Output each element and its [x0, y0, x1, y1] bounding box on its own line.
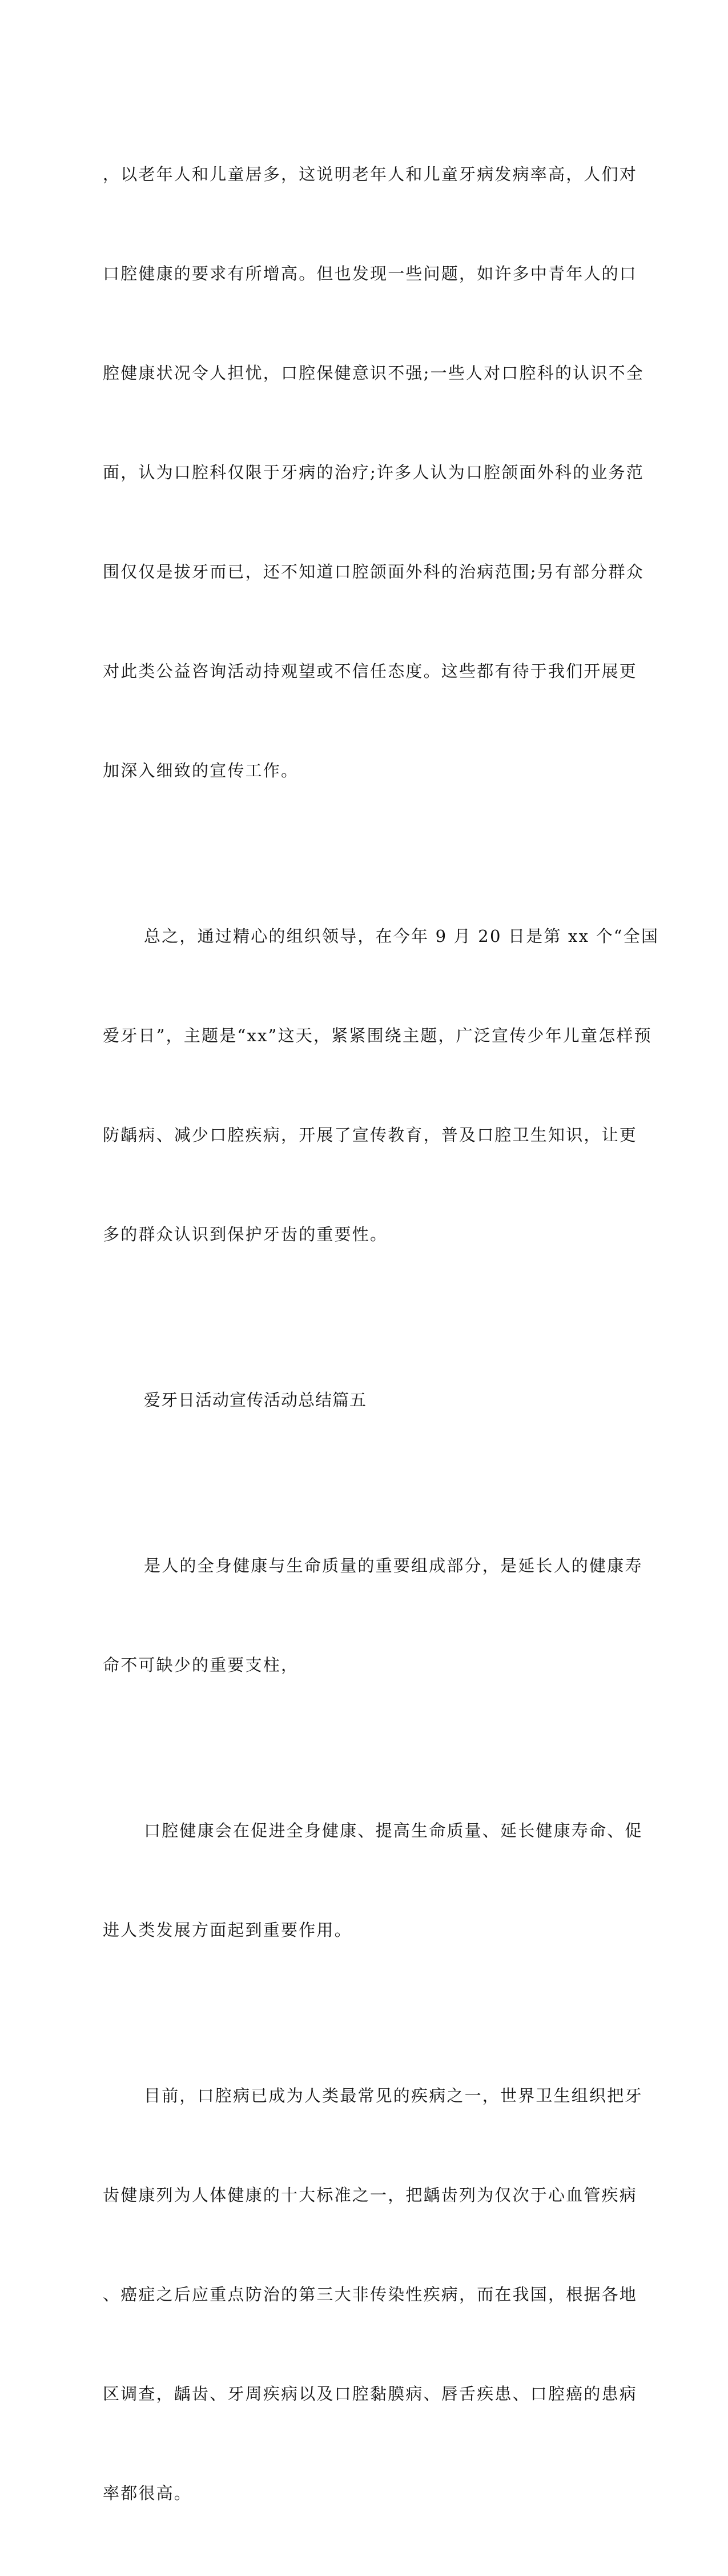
paragraph-line: 口腔健康会在促进全身健康、提高生命质量、延长健康寿命、促	[144, 1821, 643, 1840]
paragraph-line: 、癌症之后应重点防治的第三大非传染性疾病，而在我国，根据各地	[103, 2285, 638, 2304]
paragraph-line: 总之，通过精心的组织领导，在今年 9 月 20 日是第 xx 个“全国	[144, 926, 659, 946]
paragraph-line: 防龋病、减少口腔疾病，开展了宣传教育，普及口腔卫生知识，让更	[103, 1125, 638, 1145]
paragraph-line: 腔健康状况令人担忧，口腔保健意识不强;一些人对口腔科的认识不全	[103, 363, 644, 383]
paragraph-4	[103, 1748, 643, 2013]
paragraph-line: 多的群众认识到保护牙齿的重要性。	[103, 1225, 388, 1244]
paragraph-line: 目前，口腔病已成为人类最常见的疾病之一，世界卫生组织把牙	[144, 2086, 643, 2105]
paragraph-line: 率都很高。	[103, 2483, 192, 2503]
paragraph-line: ，以老年人和儿童居多，这说明老年人和儿童牙病发病率高，人们对	[103, 164, 638, 184]
paragraph-line: 口腔健康的要求有所增高。但也发现一些问题，如许多中青年人的口	[103, 264, 638, 283]
paragraph-line: 是人的全身健康与生命质量的重要组成部分，是延长人的健康寿	[144, 1556, 643, 1575]
section-heading: 爱牙日活动宣传活动总结篇五	[144, 1390, 367, 1410]
paragraph-line: 爱牙日”，主题是“xx”这天，紧紧围绕主题，广泛宣传少年儿童怎样预	[103, 1026, 652, 1045]
paragraph-line: 进人类发展方面起到重要作用。	[103, 1920, 352, 1940]
paragraph-line: 围仅仅是拔牙而已，还不知道口腔颌面外科的治病范围;另有部分群众	[103, 562, 644, 581]
paragraph-5	[103, 2013, 643, 2576]
paragraph-line: 齿健康列为人体健康的十大标准之一，把龋齿列为仅次于心血管疾病	[103, 2185, 638, 2205]
paragraph-3	[103, 1483, 643, 1748]
paragraph-line: 面，认为口腔科仅限于牙病的治疗;许多人认为口腔颌面外科的业务范	[103, 463, 644, 482]
paragraph-line: 区调查，龋齿、牙周疾病以及口腔黏膜病、唇舌疾患、口腔癌的患病	[103, 2384, 638, 2404]
paragraph-1	[103, 91, 644, 853]
paragraph-line: 加深入细致的宣传工作。	[103, 761, 299, 780]
paragraph-2	[103, 853, 659, 1317]
paragraph-line: 对此类公益咨询活动持观望或不信任态度。这些都有待于我们开展更	[103, 661, 638, 681]
section-heading-block	[103, 1317, 594, 1483]
document-body	[103, 91, 659, 2576]
paragraph-line: 命不可缺少的重要支柱，	[103, 1655, 299, 1675]
